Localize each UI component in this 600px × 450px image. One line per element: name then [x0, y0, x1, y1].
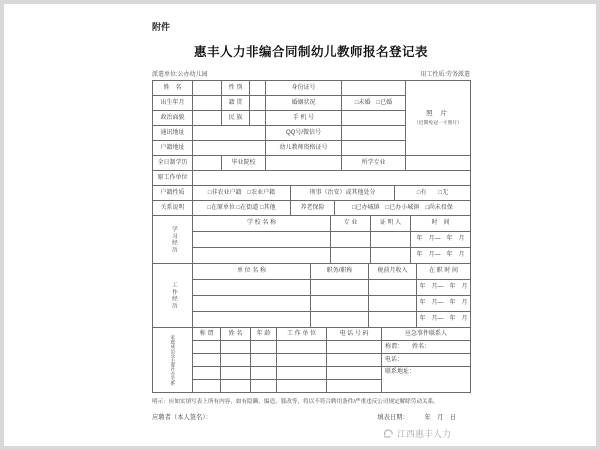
- id-number-value: [342, 81, 406, 96]
- study-major-2: [331, 248, 371, 264]
- family-age-3: [251, 367, 277, 380]
- study-col-time: 时 间: [411, 216, 471, 232]
- work-section-label: 工作经历: [153, 264, 193, 328]
- family-name-4: [221, 380, 251, 393]
- school-value: [266, 156, 342, 171]
- study-col-major: 专 业: [331, 216, 371, 232]
- study-time-2: 年 月— 年 月: [411, 248, 471, 264]
- registered-address-label: 户籍地址: [153, 141, 193, 156]
- checkbox-table: [152, 185, 471, 216]
- teacher-cert-value: [342, 141, 406, 156]
- attachment-label: 附件: [152, 22, 171, 32]
- hukou-type-label: 户籍性质: [153, 186, 193, 201]
- photo-label: 照 片: [426, 109, 450, 117]
- id-number-label: 身份证号: [266, 81, 342, 96]
- qq-wechat-label: QQ号/微信号: [266, 126, 342, 141]
- work-company-3: [193, 312, 311, 328]
- work-position-2: [311, 296, 369, 312]
- photo-note: （近期免冠一寸照片）: [414, 120, 462, 126]
- education-label: 全日制学历: [153, 156, 193, 171]
- school-label: 毕业院校: [222, 156, 266, 171]
- watermark-logo: [383, 427, 451, 440]
- name-value: [193, 81, 222, 96]
- native-place-label: 籍 贯: [222, 96, 250, 111]
- work-col-salary: 税前月收入: [369, 264, 417, 280]
- study-section-label: 学习经历: [153, 216, 193, 264]
- basic-info-table: [152, 80, 471, 156]
- work-salary-3: [369, 312, 417, 328]
- work-salary-2: [369, 296, 417, 312]
- criminal-options: □有 □无: [395, 186, 471, 201]
- dispatch-unit: 派遣单位:公办幼儿园: [152, 72, 208, 78]
- family-col-age: 年 龄: [251, 328, 277, 341]
- native-place-value: [250, 96, 266, 111]
- family-phone-1: [327, 341, 382, 354]
- study-witness-1: [371, 232, 411, 248]
- hukou-options: □非农业户籍 □农业户籍: [193, 186, 291, 201]
- study-time-1: 年 月— 年 月: [411, 232, 471, 248]
- work-salary-1: [369, 280, 417, 296]
- political-label: 政治面貌: [153, 111, 193, 126]
- education-value: [193, 156, 222, 171]
- qq-wechat-value: [342, 126, 406, 141]
- work-position-1: [311, 280, 369, 296]
- ethnicity-label: 民 族: [222, 111, 250, 126]
- logo-text: 江西惠丰人力: [396, 429, 451, 439]
- family-section-label: 家庭成员及主要社会关系: [153, 328, 193, 393]
- family-employer-1: [277, 341, 327, 354]
- ethnicity-value: [250, 111, 266, 126]
- address-label: 通讯地址: [153, 126, 193, 141]
- major-value: [406, 156, 471, 171]
- family-col-phone: 电 话 号 码: [327, 328, 382, 341]
- political-value: [193, 111, 222, 126]
- pension-label: 养老保险: [291, 201, 335, 216]
- family-age-1: [251, 341, 277, 354]
- fill-date-label: 填表日期： 年 月 日: [377, 414, 456, 421]
- mobile-label: 手 机 号: [266, 111, 342, 126]
- work-time-3: 年 月— 年 月: [417, 312, 471, 328]
- photo-box: [406, 81, 471, 156]
- family-employer-2: [277, 354, 327, 367]
- gender-value: [250, 81, 266, 96]
- emergency-relation-name: 称谓： 姓名：: [382, 341, 471, 354]
- work-col-company: 单 位 名 称: [193, 264, 311, 280]
- study-history-table: [152, 215, 471, 264]
- former-employer-label: 原工作单位: [153, 171, 193, 186]
- family-phone-4: [327, 380, 382, 393]
- criminal-label: 刑事（治安）或其他处分: [291, 186, 395, 201]
- family-relation-1: [193, 341, 221, 354]
- signature-row: [152, 412, 470, 421]
- document: [152, 20, 470, 421]
- name-label: 姓 名: [153, 81, 193, 96]
- work-company-2: [193, 296, 311, 312]
- gender-label: 性 别: [222, 81, 250, 96]
- pension-options: □已办城镇 □已办小城镇 □尚未投保: [335, 201, 471, 216]
- mobile-value: [342, 111, 406, 126]
- work-time-1: 年 月— 年 月: [417, 280, 471, 296]
- form-subline: [152, 69, 470, 78]
- study-col-school: 学 校 名 称: [193, 216, 331, 232]
- logo-icon: [383, 428, 394, 439]
- family-relation-2: [193, 354, 221, 367]
- family-col-relation: 称 谓: [193, 328, 221, 341]
- family-age-4: [251, 380, 277, 393]
- family-employer-3: [277, 367, 327, 380]
- relation-options: □在原单位 □在街道 □其他: [193, 201, 291, 216]
- marital-label: 婚姻状况: [266, 96, 342, 111]
- applicant-signature-label: 应聘者（本人签名）：: [152, 414, 212, 421]
- employment-type: 用工性质:劳务派遣: [420, 72, 470, 78]
- study-witness-2: [371, 248, 411, 264]
- family-phone-3: [327, 367, 382, 380]
- work-time-2: 年 月— 年 月: [417, 296, 471, 312]
- major-label: 所学专业: [342, 156, 406, 171]
- emergency-phone: 电话：: [382, 354, 471, 367]
- birth-label: 出生年月: [153, 96, 193, 111]
- registered-address-value: [193, 141, 266, 156]
- family-age-2: [251, 354, 277, 367]
- work-position-3: [311, 312, 369, 328]
- work-col-position: 职务/职称: [311, 264, 369, 280]
- study-major-1: [331, 232, 371, 248]
- study-school-1: [193, 232, 331, 248]
- family-relation-3: [193, 367, 221, 380]
- emergency-address: 联系地址：: [382, 367, 471, 393]
- study-school-2: [193, 248, 331, 264]
- birth-value: [193, 96, 222, 111]
- family-name-3: [221, 367, 251, 380]
- teacher-cert-label: 幼儿教师资格证号: [266, 141, 342, 156]
- address-value: [193, 126, 266, 141]
- family-table: [152, 327, 471, 393]
- declaration-note: 明示：应如实填写表上所有内容，如有隐瞒、编造、篡改等，将以不符合聘用条件/严重违反公司规定解除劳动关系。: [152, 399, 439, 405]
- work-company-1: [193, 280, 311, 296]
- form-title: 惠丰人力非编合同制幼儿教师报名登记表: [193, 45, 428, 59]
- relation-note-label: 关系说明: [153, 201, 193, 216]
- emergency-contact-header: 应急事件联系人: [382, 328, 471, 341]
- education-table: [152, 155, 471, 186]
- work-col-time: 在 职 时 间: [417, 264, 471, 280]
- family-name-1: [221, 341, 251, 354]
- family-name-2: [221, 354, 251, 367]
- work-history-table: [152, 263, 471, 328]
- study-col-witness: 证 明 人: [371, 216, 411, 232]
- family-col-employer: 工 作 单 位: [277, 328, 327, 341]
- marital-options: □未婚 □已婚: [342, 96, 406, 111]
- former-employer-value: [193, 171, 471, 186]
- family-employer-4: [277, 380, 327, 393]
- family-relation-4: [193, 380, 221, 393]
- family-col-name: 姓 名: [221, 328, 251, 341]
- family-phone-2: [327, 354, 382, 367]
